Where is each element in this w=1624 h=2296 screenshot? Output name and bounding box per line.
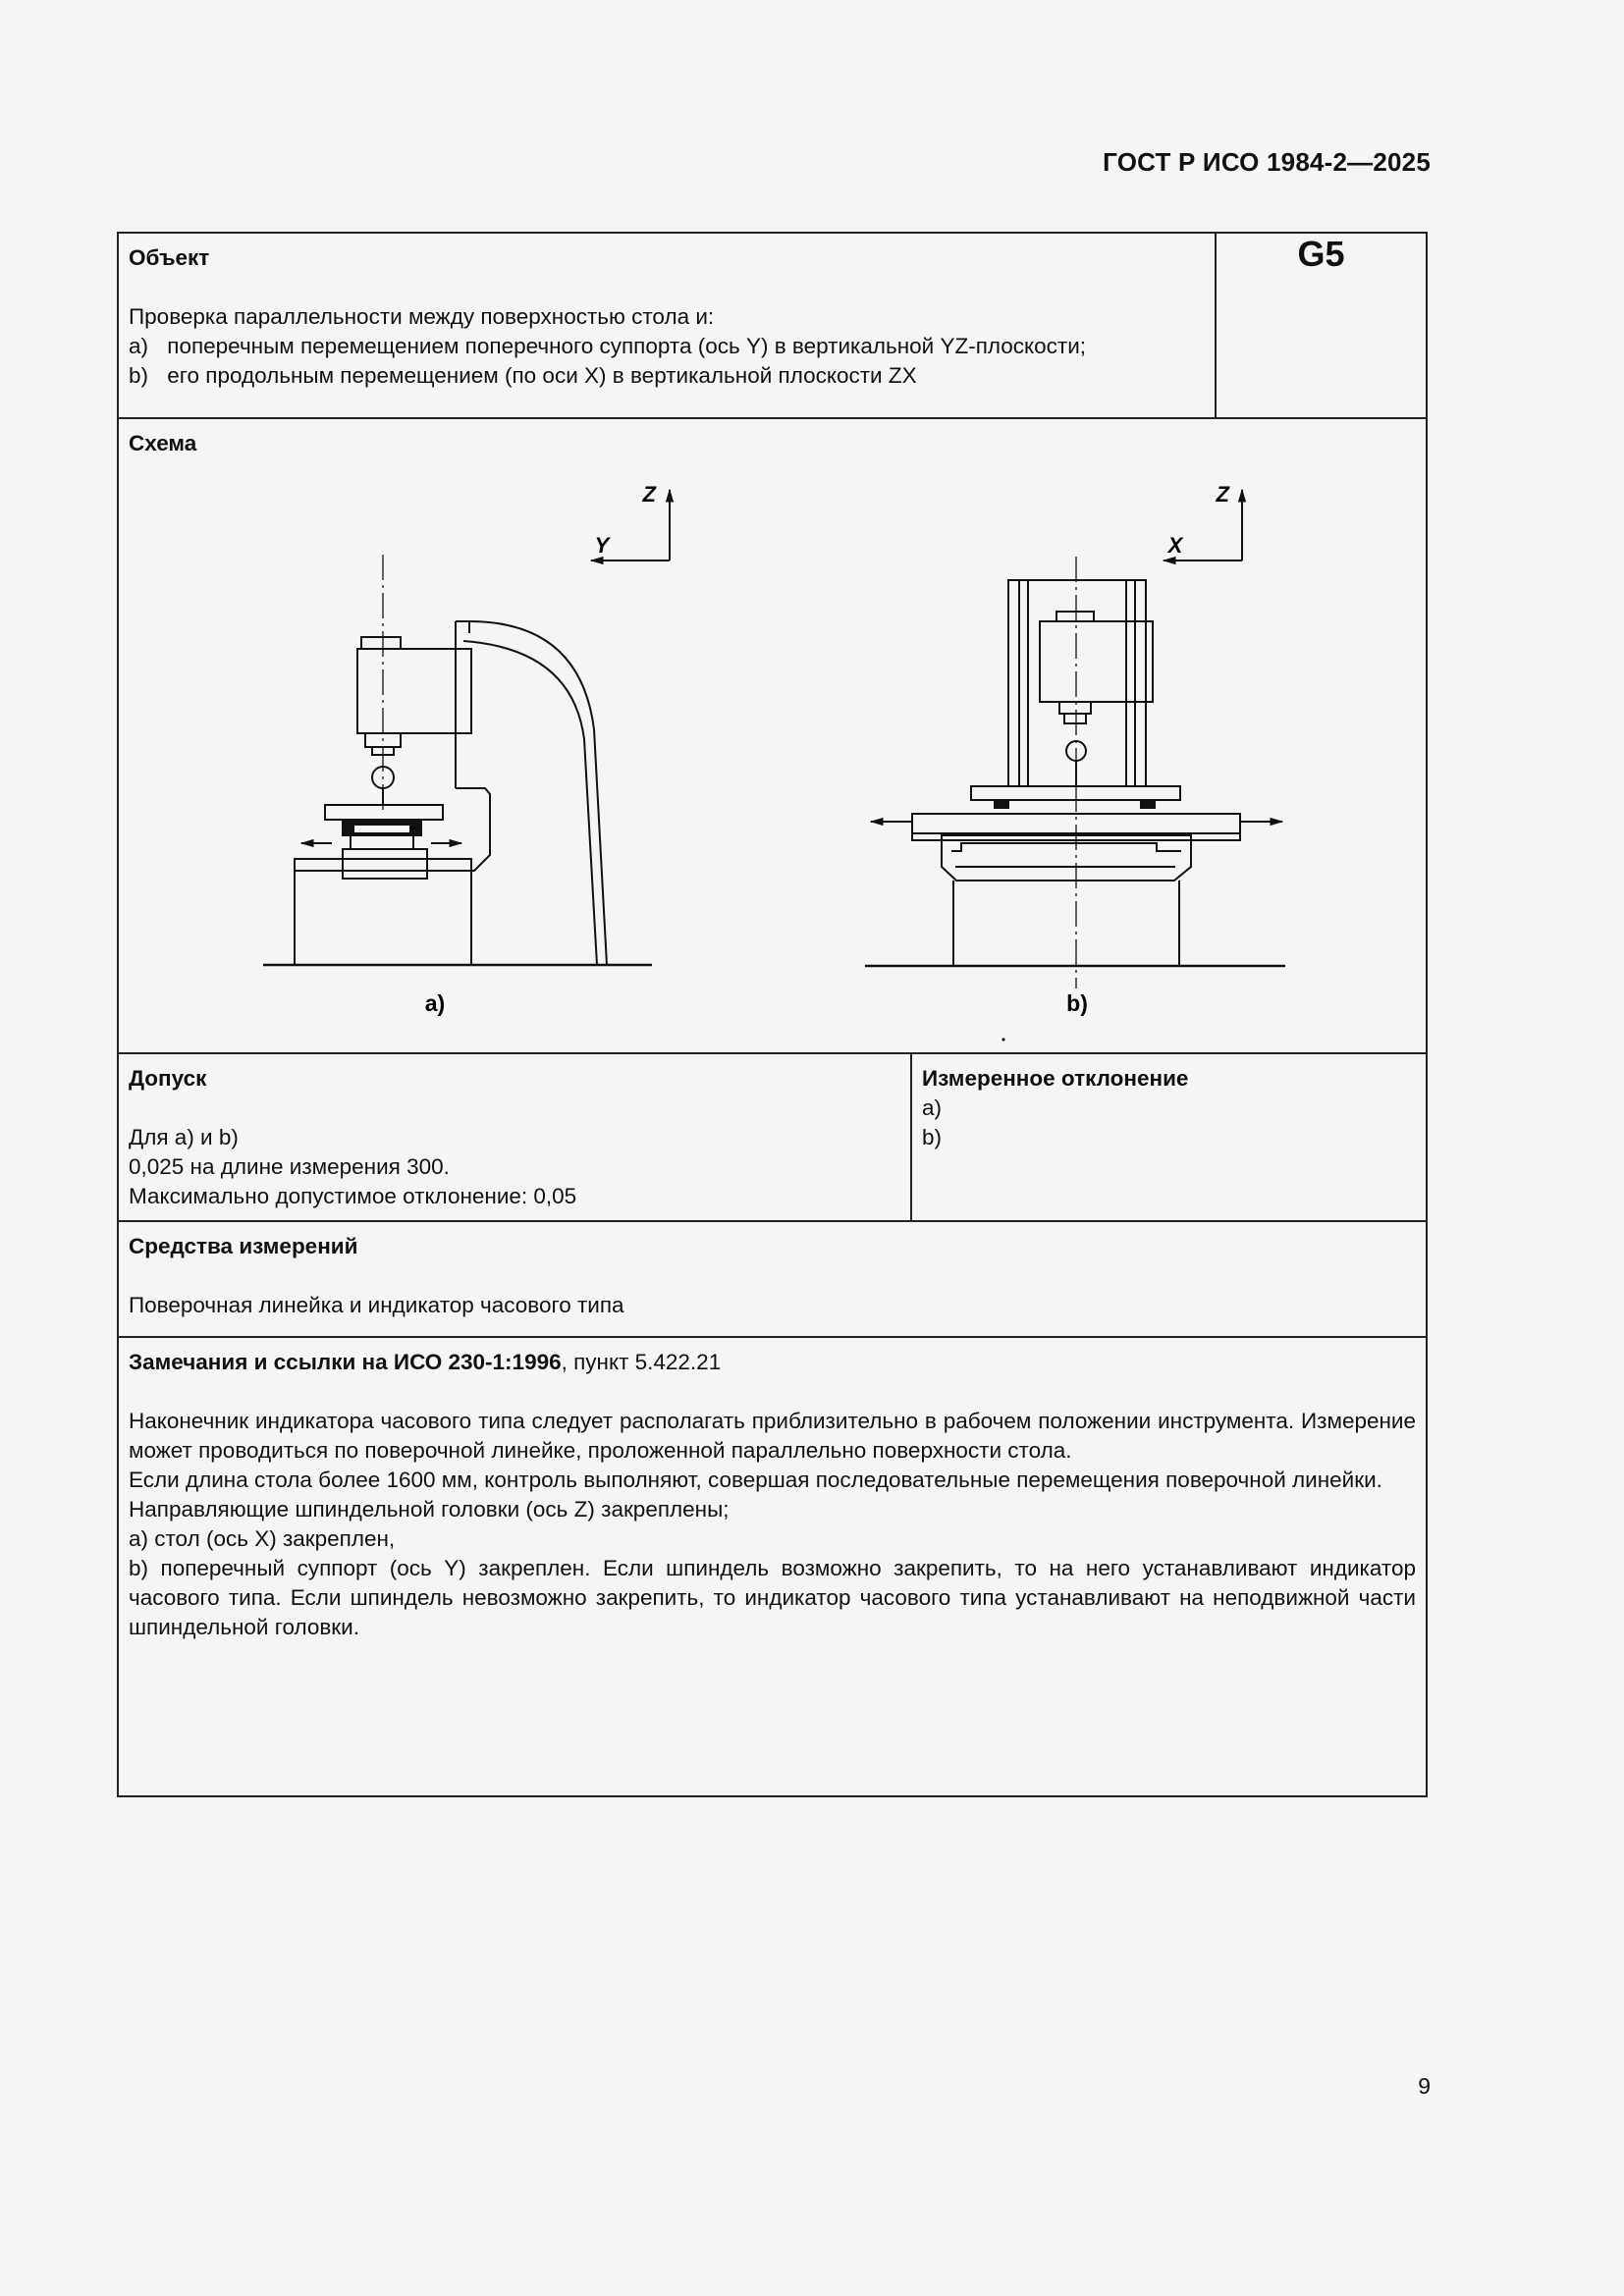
remarks-line: b) поперечный суппорт (ось Y) закреплен. Если шпиндель возможно закрепить, то на него устанавливают индикатор часового типа. Если шпиндель невозможно закрепить, то индикатор часового типа устанавливают на неподвижной части шпиндельной головки.	[129, 1556, 1416, 1639]
remarks-row	[119, 1338, 1426, 1795]
check-card	[117, 232, 1428, 1797]
instruments-row	[119, 1222, 1426, 1338]
stray-dot	[1001, 1038, 1004, 1041]
remarks-line: Направляющие шпиндельной головки (ось Z) закреплены;	[129, 1497, 730, 1522]
object-item-label: a)	[129, 334, 149, 358]
tolerance-line: 0,025 на длине измерения 300.	[129, 1154, 450, 1179]
measured-title: Измеренное отклонение	[922, 1066, 1189, 1091]
document-code: ГОСТ Р ИСО 1984-2—2025	[1103, 147, 1431, 177]
scheme-row	[119, 419, 1426, 1054]
object-cell	[119, 234, 1215, 417]
object-row	[119, 234, 1426, 419]
tolerance-title: Допуск	[129, 1066, 207, 1091]
remarks-line: a) стол (ось X) закреплен,	[129, 1526, 396, 1551]
page-number: 9	[1418, 2073, 1431, 2099]
axis-label-x-b: X	[1167, 533, 1183, 558]
remarks-heading	[129, 1348, 1416, 1377]
tolerance-cell	[119, 1054, 910, 1220]
scheme-title: Схема	[129, 431, 197, 455]
figure-a-caption: a)	[424, 990, 446, 1016]
object-item	[129, 332, 1205, 361]
tolerance-line: Для a) и b)	[129, 1125, 239, 1149]
check-code: G5	[1215, 234, 1426, 417]
object-title: Объект	[129, 245, 210, 270]
figure-b-caption: b)	[1066, 990, 1088, 1016]
object-item-text: поперечным перемещением поперечного суппорта (ось Y) в вертикальной YZ-плоскости;	[167, 334, 1087, 358]
measured-cell	[910, 1054, 1426, 1220]
figure-b	[865, 490, 1285, 988]
remarks-line: Наконечник индикатора часового типа следует располагать приблизительно в рабочем положении инструмента. Измерение может проводиться по поверочной линейке, проложенной параллельно поверхности стола.	[129, 1409, 1416, 1463]
tolerance-line: Максимально допустимое отклонение: 0,05	[129, 1184, 577, 1208]
measured-line: a)	[922, 1095, 943, 1120]
object-item	[129, 361, 1205, 391]
remarks-cell	[119, 1338, 1426, 1795]
measured-line: b)	[922, 1125, 943, 1149]
object-item-text: его продольным перемещением (по оси X) в вертикальной плоскости ZX	[167, 363, 917, 388]
remarks-title: Замечания и ссылки на ИСО 230-1:1996	[129, 1350, 562, 1374]
axis-label-y-a: Y	[594, 533, 610, 558]
figure-a	[263, 490, 670, 965]
remarks-line: Если длина стола более 1600 мм, контроль выполняют, совершая последовательные перемещения поверочной линейки.	[129, 1468, 1382, 1492]
object-item-label: b)	[129, 363, 149, 388]
axis-label-z-b: Z	[1216, 482, 1229, 507]
instruments-title: Средства измерений	[129, 1234, 358, 1258]
remarks-reference: , пункт 5.422.21	[561, 1350, 722, 1374]
axis-label-z-a: Z	[642, 482, 656, 507]
tolerance-row	[119, 1054, 1426, 1222]
instruments-cell	[119, 1222, 1426, 1336]
object-intro: Проверка параллельности между поверхностью стола и:	[129, 304, 715, 329]
scheme-drawing	[119, 419, 1426, 1052]
instruments-text: Поверочная линейка и индикатор часового типа	[129, 1293, 624, 1317]
